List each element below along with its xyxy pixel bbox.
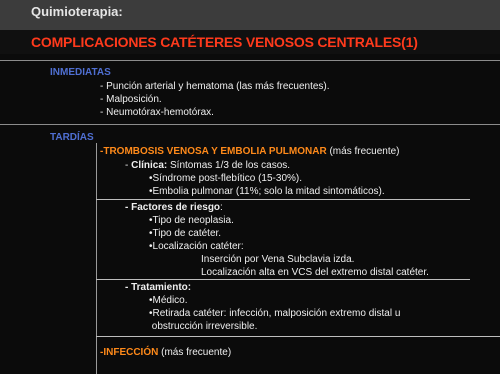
tratamiento-item: •Retirada catéter: infección, malposición extremo distal u [149, 308, 401, 319]
infeccion-note: (más frecuente) [158, 347, 232, 358]
infeccion-label: -INFECCIÓN [100, 347, 159, 358]
slide-header [0, 0, 500, 30]
section-divider [0, 124, 500, 125]
riesgo-item: •Tipo de neoplasia. [149, 215, 234, 226]
localizacion-item: Inserción por Vena Subclavia izda. [201, 254, 355, 265]
tratamiento-item: obstrucción irreversible. [149, 321, 258, 332]
tardias-heading: TARDÍAS [50, 132, 94, 143]
trombosis-row [100, 146, 400, 158]
inmediatas-item: - Punción arterial y hematoma (las más frecuentes). [100, 81, 330, 92]
slide-title: COMPLICACIONES CATÉTERES VENOSOS CENTRALES(1) [31, 34, 418, 50]
clinica-prefix: - [125, 160, 132, 171]
clinica-row [125, 160, 290, 172]
inmediatas-heading: INMEDIATAS [50, 67, 111, 78]
riesgo-colon: : [220, 202, 223, 213]
table-left-border [96, 143, 97, 374]
inmediatas-item: - Malposición. [100, 94, 162, 105]
riesgo-label: - Factores de riesgo [125, 202, 221, 213]
riesgo-row [125, 202, 223, 214]
table-divider [96, 336, 500, 337]
trombosis-note: (más frecuente) [326, 146, 400, 157]
riesgo-item: •Localización catéter: [149, 241, 244, 252]
clinica-text: Síntomas 1/3 de los casos. [167, 160, 291, 171]
localizacion-item: Localización alta en VCS del extremo distal catéter. [201, 267, 429, 278]
title-divider [0, 60, 500, 61]
clinica-item: •Embolia pulmonar (11%; solo la mitad sintomáticos). [149, 186, 385, 197]
trombosis-label: -TROMBOSIS VENOSA Y EMBOLIA PULMONAR [100, 146, 327, 157]
tratamiento-item: •Médico. [149, 295, 188, 306]
slide-kicker: Quimioterapia: [31, 4, 123, 19]
infeccion-row [100, 347, 231, 359]
tratamiento-label: - Tratamiento: [125, 282, 192, 293]
riesgo-item: •Tipo de catéter. [149, 228, 222, 239]
table-divider [96, 199, 470, 200]
table-divider [96, 279, 470, 280]
inmediatas-item: - Neumotórax-hemotórax. [100, 107, 214, 118]
clinica-item: •Síndrome post-flebítico (15-30%). [149, 173, 303, 184]
clinica-label: Clínica: [131, 160, 168, 171]
